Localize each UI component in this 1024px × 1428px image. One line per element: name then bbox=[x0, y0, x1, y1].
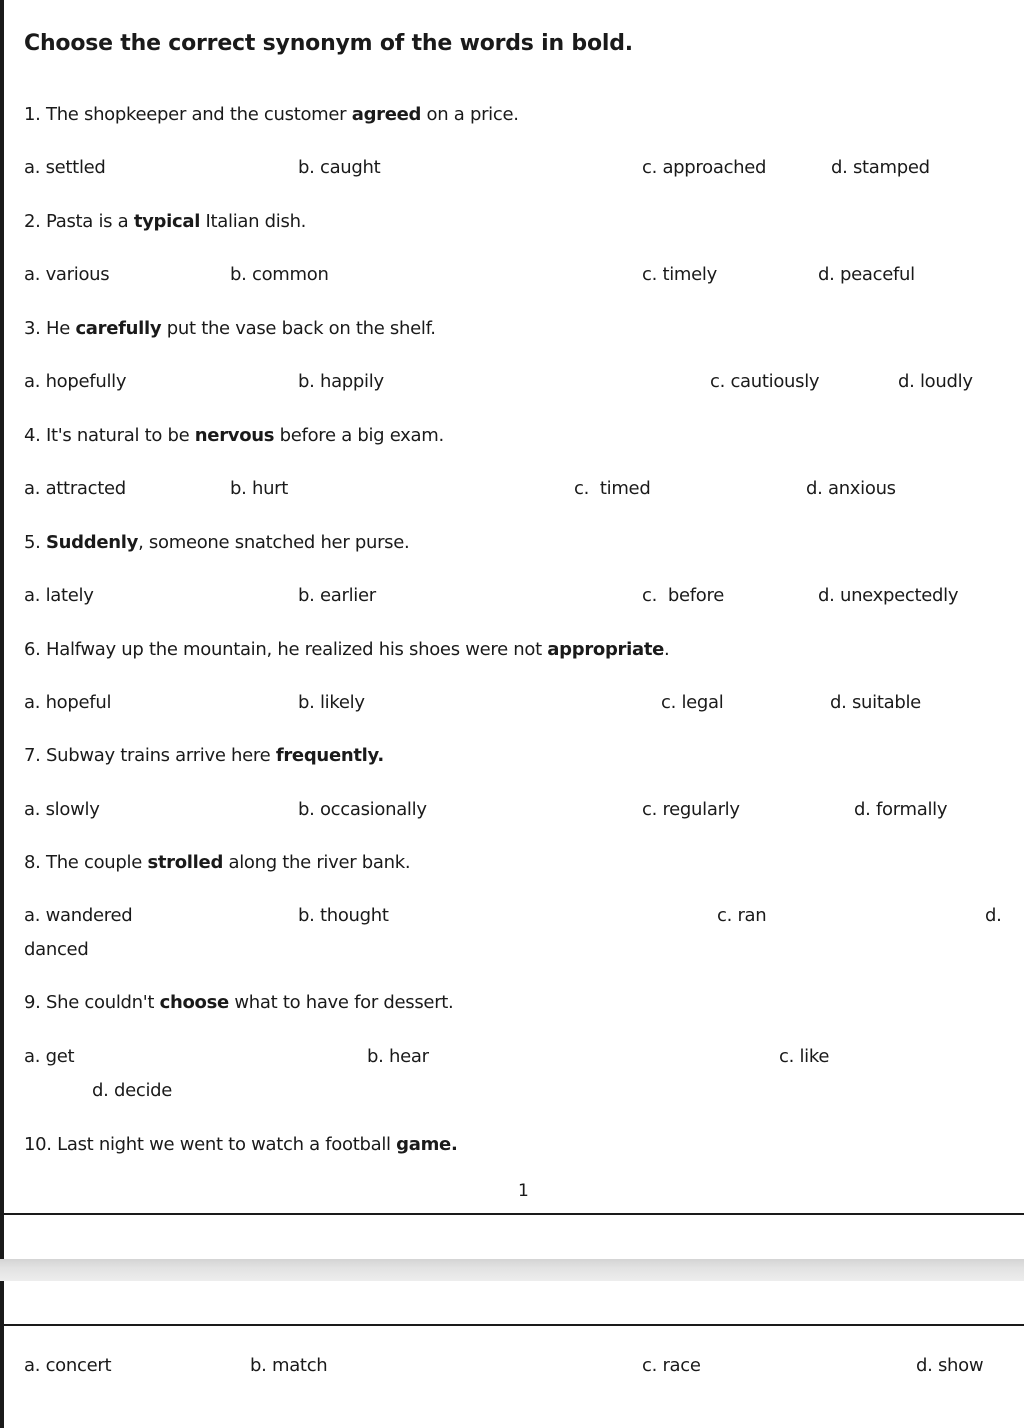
option-9d: d. decide bbox=[92, 1080, 173, 1101]
option-7b: b. occasionally bbox=[298, 799, 427, 820]
option-9b: b. hear bbox=[367, 1046, 429, 1067]
option-5a: a. lately bbox=[24, 585, 94, 606]
question-5: 5. Suddenly, someone snatched her purse. bbox=[24, 532, 410, 553]
option-1a: a. settled bbox=[24, 157, 106, 178]
question-4: 4. It's natural to be nervous before a big exam. bbox=[24, 425, 444, 446]
option-4d: d. anxious bbox=[806, 478, 896, 499]
question-3: 3. He carefully put the vase back on the shelf. bbox=[24, 318, 436, 339]
option-2a: a. various bbox=[24, 264, 110, 285]
option-8c: c. ran bbox=[717, 905, 767, 926]
option-8d: d. bbox=[985, 905, 1002, 926]
option-10c: c. race bbox=[642, 1355, 701, 1376]
page-number: 1 bbox=[518, 1181, 529, 1201]
option-2d: d. peaceful bbox=[818, 264, 915, 285]
question-10: 10. Last night we went to watch a football game. bbox=[24, 1134, 458, 1155]
option-8b: b. thought bbox=[298, 905, 389, 926]
option-5d: d. unexpectedly bbox=[818, 585, 959, 606]
option-6d: d. suitable bbox=[830, 692, 921, 713]
option-3c: c. cautiously bbox=[710, 371, 820, 392]
option-4a: a. attracted bbox=[24, 478, 126, 499]
option-3d: d. loudly bbox=[898, 371, 973, 392]
option-4c: c. timed bbox=[574, 478, 651, 499]
question-7: 7. Subway trains arrive here frequently. bbox=[24, 745, 384, 766]
page-gap bbox=[0, 1259, 1024, 1281]
question-9: 9. She couldn't choose what to have for dessert. bbox=[24, 992, 454, 1013]
option-10a: a. concert bbox=[24, 1355, 112, 1376]
question-2: 2. Pasta is a typical Italian dish. bbox=[24, 211, 307, 232]
question-6: 6. Halfway up the mountain, he realized his shoes were not appropriate. bbox=[24, 639, 670, 660]
option-7c: c. regularly bbox=[642, 799, 740, 820]
option-10b: b. match bbox=[250, 1355, 328, 1376]
question-8: 8. The couple strolled along the river bank. bbox=[24, 852, 411, 873]
option-5c: c. before bbox=[642, 585, 724, 606]
option-2c: c. timely bbox=[642, 264, 717, 285]
option-6a: a. hopeful bbox=[24, 692, 112, 713]
option-6c: c. legal bbox=[661, 692, 724, 713]
option-1b: b. caught bbox=[298, 157, 381, 178]
option-6b: b. likely bbox=[298, 692, 365, 713]
option-7d: d. formally bbox=[854, 799, 948, 820]
option-3b: b. happily bbox=[298, 371, 384, 392]
option-10d: d. show bbox=[916, 1355, 984, 1376]
option-1d: d. stamped bbox=[831, 157, 930, 178]
option-7a: a. slowly bbox=[24, 799, 100, 820]
option-3a: a. hopefully bbox=[24, 371, 127, 392]
page-title: Choose the correct synonym of the words in bold. bbox=[24, 31, 633, 56]
option-2b: b. common bbox=[230, 264, 329, 285]
page-top-divider bbox=[0, 1324, 1024, 1326]
option-5b: b. earlier bbox=[298, 585, 376, 606]
option-9a: a. get bbox=[24, 1046, 75, 1067]
question-1: 1. The shopkeeper and the customer agreed on a price. bbox=[24, 104, 519, 125]
option-4b: b. hurt bbox=[230, 478, 289, 499]
option-8a: a. wandered bbox=[24, 905, 133, 926]
option-9c: c. like bbox=[779, 1046, 830, 1067]
option-8d-text: danced bbox=[24, 939, 89, 960]
option-1c: c. approached bbox=[642, 157, 767, 178]
page-bottom-divider bbox=[0, 1213, 1024, 1215]
